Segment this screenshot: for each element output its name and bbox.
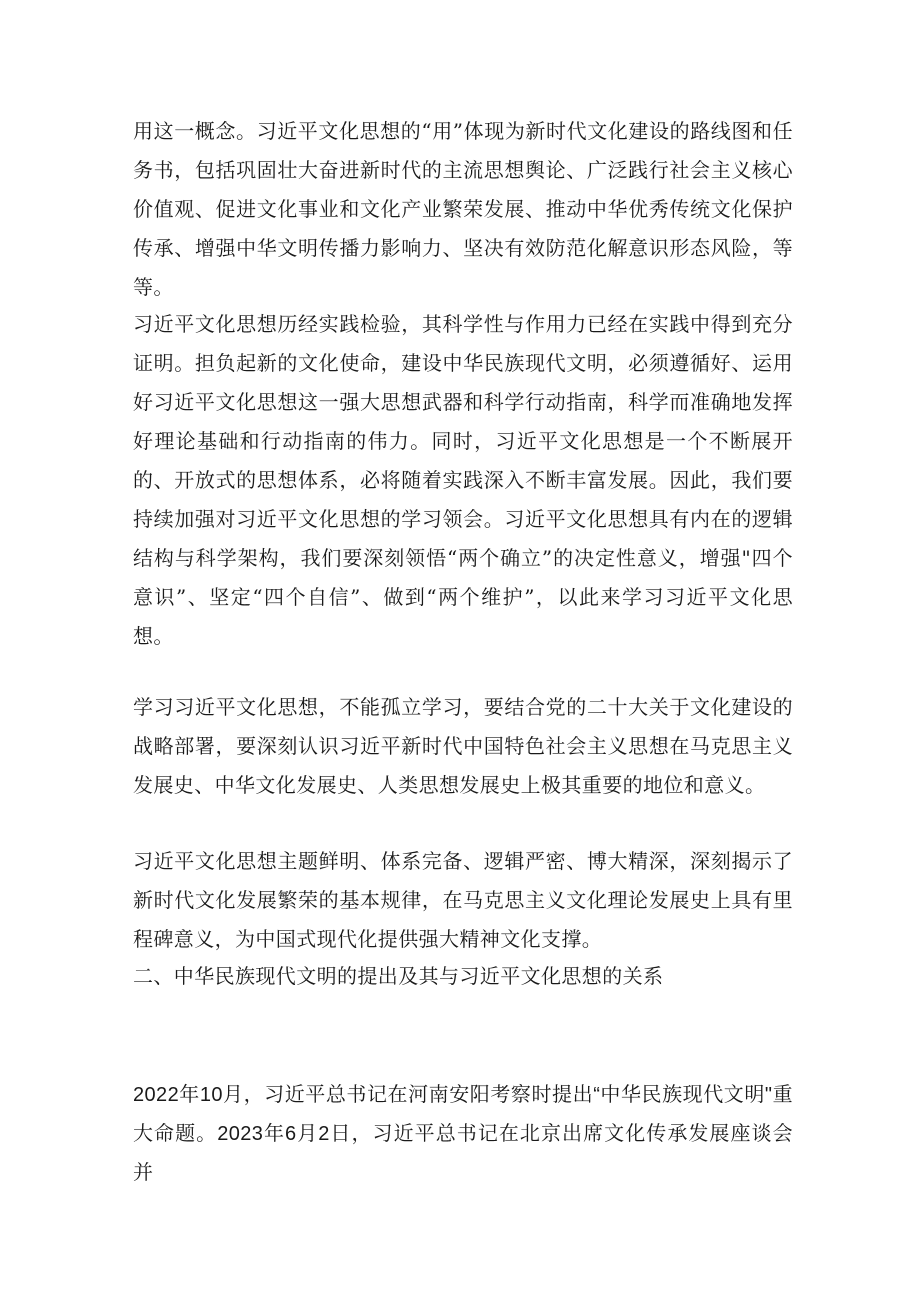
body-paragraph: 习近平文化思想主题鲜明、体系完备、逻辑严密、博大精深，深刻揭示了新时代文化发展繁荣的基本规律，在马克思主义文化理论发展史上具有里程碑意义，为中国式现代化提供强大精神文化支撑。 — [133, 849, 793, 951]
body-paragraph: 2022年10月，习近平总书记在河南安阳考察时提出“中华民族现代文明"重大命题。2023年6月2日，习近平总书记在北京出席文化传承发展座谈会并 — [133, 1084, 793, 1184]
body-paragraph: 学习习近平文化思想，不能孤立学习，要结合党的二十大关于文化建设的战略部署，要深刻认识习近平新时代中国特色社会主义思想在马克思主义发展史、中华文化发展史、人类思想发展史上极其重要的地位和意义。 — [133, 695, 793, 797]
section-heading: 二、中华民族现代文明的提出及其与习近平文化思想的关系 — [133, 964, 664, 988]
body-paragraph: 习近平文化思想历经实践检验，其科学性与作用力已经在实践中得到充分证明。担负起新的文化使命，建设中华民族现代文明，必须遵循好、运用好习近平文化思想这一强大思想武器和科学行动指南，科学而准确地发挥好理论基础和行动指南的伟力。同时，习近平文化思想是一个不断展开的、开放式的思想体系，必将随着实践深入不断丰富发展。因此，我们要持续加强对习近平文化思想的学习领会。习近平文化思想具有内在的逻辑结构与科学架构，我们要深刻领悟“两个确立”的决定性意义，增强"四个意识”、坚定“四个自信”、做到“两个维护”，以此来学习习近平文化思想。 — [133, 312, 793, 648]
body-paragraph: 用这一概念。习近平文化思想的“用”体现为新时代文化建设的路线图和任务书，包括巩固壮大奋进新时代的主流思想舆论、广泛践行社会主义核心价值观、促进文化事业和文化产业繁荣发展、推动中华优秀传统文化保护传承、增强中华文明传播力影响力、坚决有效防范化解意识形态风险，等等。 — [133, 119, 793, 299]
